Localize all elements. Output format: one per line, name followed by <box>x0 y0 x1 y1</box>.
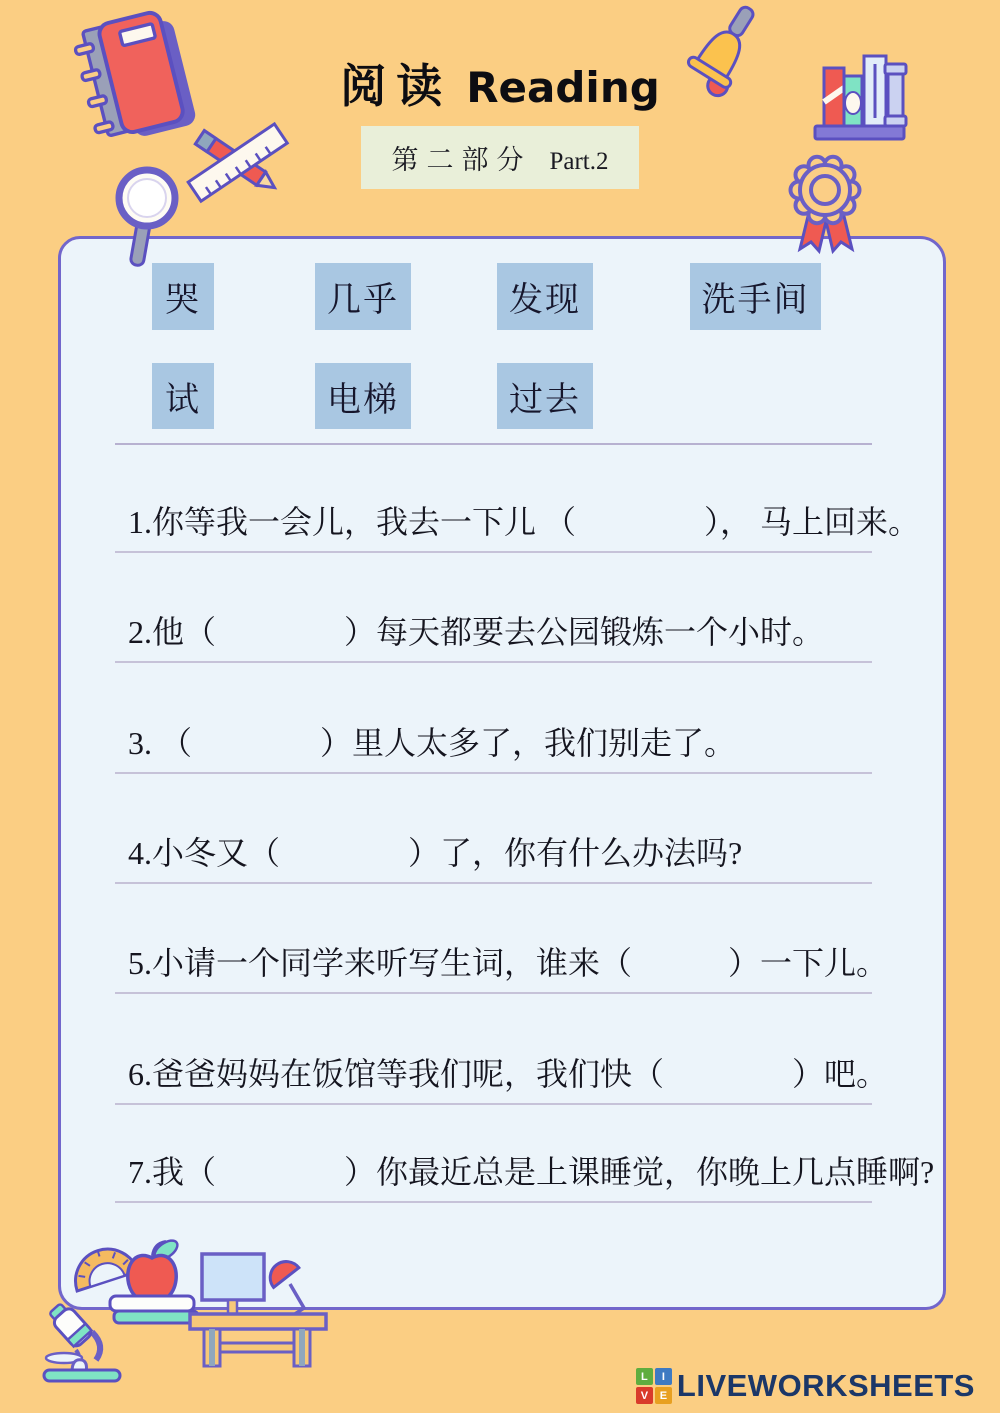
brand-text: LIVEWORKSHEETS <box>676 1368 975 1403</box>
logo-square-i: I <box>655 1368 672 1385</box>
sentence-text-3: 3. （ ）里人太多了，我们别走了。 <box>128 725 737 761</box>
sentence-underline-5 <box>115 992 872 994</box>
sentence-text-4: 4.小冬又（ ）了，你有什么办法吗? <box>128 835 743 871</box>
part-label-zh: 第二部分 <box>391 145 532 175</box>
sentence-text-2: 2.他（ ）每天都要去公园锻炼一个小时。 <box>128 614 825 650</box>
footer-logo[interactable] <box>0 1363 975 1409</box>
word-box-faxian[interactable]: 发现 <box>497 263 593 330</box>
notebook-icon <box>63 2 200 144</box>
word-box-dianti[interactable]: 电梯 <box>315 363 411 429</box>
sentence-text-1: 1.你等我一会儿，我去一下儿 （ ）， 马上回来。 <box>128 504 921 540</box>
sentence-row-6 <box>115 1052 890 1096</box>
monitor-icon <box>202 1254 264 1314</box>
sentence-row-2 <box>115 610 890 654</box>
word-box-guoqu[interactable]: 过去 <box>497 363 593 429</box>
page-title-zh: 阅读 <box>340 61 453 112</box>
word-box-jihu[interactable]: 几乎 <box>315 263 411 330</box>
bookshelf-icon <box>812 50 907 142</box>
sentence-text-5: 5.小请一个同学来听写生词，谁来（ ）一下儿。 <box>128 945 889 981</box>
lamp-icon <box>264 1255 304 1316</box>
sentence-text-7: 7.我（ ）你最近总是上课睡觉，你晚上几点睡啊? <box>128 1154 935 1190</box>
sentence-underline-7 <box>115 1201 872 1203</box>
sentence-underline-3 <box>115 772 872 774</box>
sentence-underline-6 <box>115 1103 872 1105</box>
word-box-shi[interactable]: 试 <box>152 363 214 429</box>
desk-icon <box>190 1250 330 1368</box>
sentence-underline-1 <box>115 551 872 553</box>
liveworksheets-logo-icon <box>636 1368 672 1404</box>
logo-square-v: V <box>636 1387 653 1404</box>
sentence-text-6: 6.爸爸妈妈在饭馆等我们呢，我们快（ ）吧。 <box>128 1056 889 1092</box>
part-label-en: Part.2 <box>549 148 609 175</box>
sentence-row-4 <box>115 831 890 875</box>
award-icon <box>788 150 864 258</box>
sentence-row-1 <box>115 500 921 544</box>
magnifier-icon <box>110 162 185 272</box>
ruler-pencil-icon <box>186 115 291 215</box>
sentence-underline-4 <box>115 882 872 884</box>
part-badge-box <box>361 126 638 189</box>
logo-square-l: L <box>636 1368 653 1385</box>
page-title-en: Reading <box>466 63 660 112</box>
logo-square-e: E <box>655 1387 672 1404</box>
word-bank-divider <box>115 443 872 445</box>
word-box-xishoujian[interactable]: 洗手间 <box>690 263 821 330</box>
sentence-row-3 <box>115 721 890 765</box>
sentence-row-7 <box>115 1150 935 1194</box>
sentence-row-5 <box>115 941 890 985</box>
sentence-underline-2 <box>115 661 872 663</box>
word-box-ku[interactable]: 哭 <box>152 263 214 330</box>
